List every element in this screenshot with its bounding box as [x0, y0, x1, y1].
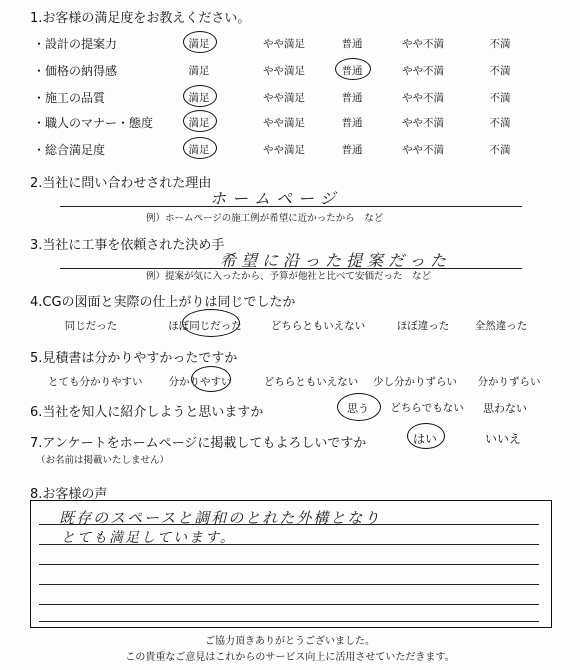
q1-option[interactable]: 不満 — [489, 65, 511, 77]
selection-circle — [191, 366, 231, 392]
q1-option[interactable]: やや不満 — [402, 38, 444, 50]
selection-circle — [183, 31, 217, 53]
q1-option[interactable]: 満足 — [188, 144, 210, 156]
q1-option[interactable]: やや不満 — [402, 144, 444, 156]
q1-option[interactable]: 不満 — [489, 144, 511, 156]
q1-row-label: ・価格の納得感 — [33, 64, 118, 78]
q1-option[interactable]: 満足 — [188, 117, 210, 129]
ruled-line — [39, 604, 539, 605]
q1-option[interactable]: やや満足 — [263, 65, 305, 77]
q1-option[interactable]: 満足 — [188, 92, 210, 104]
customer-voice-box — [30, 500, 552, 628]
footer-thanks: ご協力頂きありがとうございました。 — [205, 636, 375, 647]
q6-option[interactable]: 思う — [347, 402, 369, 415]
selection-circle — [183, 137, 217, 159]
q1-option[interactable]: やや不満 — [402, 65, 444, 77]
q2-handwritten-answer: ホームページ — [210, 189, 342, 208]
q1-row-label: ・職人のマナー・態度 — [33, 116, 154, 130]
q4-option[interactable]: ほぼ同じだった — [168, 320, 242, 332]
q1-option[interactable]: やや不満 — [402, 92, 444, 104]
q1-option[interactable]: やや満足 — [263, 117, 305, 129]
q3-handwritten-answer: 希望に沿った提案だった — [220, 251, 452, 270]
selection-circle — [335, 58, 371, 80]
selection-circle — [183, 85, 217, 107]
q1-option[interactable]: 普通 — [341, 65, 363, 77]
ruled-line — [39, 564, 539, 565]
q1-option[interactable]: やや満足 — [263, 92, 305, 104]
ruled-line — [39, 524, 539, 525]
q5-option[interactable]: どちらともいえない — [263, 376, 359, 388]
q1-option[interactable]: やや満足 — [263, 38, 305, 50]
q1-row-label: ・施工の品質 — [33, 91, 106, 105]
q1-option[interactable]: 普通 — [341, 38, 363, 50]
q1-option[interactable]: 普通 — [341, 92, 363, 104]
q1-option[interactable]: やや満足 — [263, 144, 305, 156]
q5-option[interactable]: 分かりずらい — [477, 376, 541, 388]
customer-voice-line: 既存のスペースと調和のとれた外構となり — [59, 509, 382, 527]
q1-option[interactable]: 満足 — [188, 38, 210, 50]
q4-option[interactable]: 全然違った — [474, 320, 528, 332]
q1-option[interactable]: 満足 — [188, 65, 210, 77]
q4-option[interactable]: どちらともいえない — [270, 320, 366, 332]
q1-row-label: ・設計の提案力 — [33, 37, 118, 51]
q1-option[interactable]: 普通 — [341, 117, 363, 129]
q3-example: 例）提案が気に入ったから、予算が他社と比べて安価だった など — [146, 271, 432, 282]
selection-circle — [407, 423, 445, 449]
q7-title: 7.アンケートをホームページに掲載してもよろしいですか — [30, 436, 367, 451]
q5-option[interactable]: 分かりやすい — [168, 376, 232, 388]
q1-title: 1.お客様の満足度をお教えください。 — [30, 11, 251, 26]
q1-option[interactable]: 不満 — [489, 38, 511, 50]
q1-row-label: ・総合満足度 — [33, 143, 106, 157]
ruled-line — [39, 621, 539, 622]
selection-circle — [183, 110, 217, 132]
q4-option[interactable]: 同じだった — [64, 320, 118, 332]
q7-option[interactable]: いいえ — [484, 432, 521, 446]
q7-note: （お名前は掲載いたしません） — [36, 455, 170, 466]
q1-option[interactable]: 普通 — [341, 144, 363, 156]
q2-answer-line — [60, 206, 522, 207]
customer-voice-line: とても満足しています。 — [61, 530, 236, 546]
q4-option[interactable]: ほぼ違った — [396, 320, 450, 332]
selection-circle — [182, 309, 240, 337]
q5-option[interactable]: 少し分かりずらい — [373, 376, 457, 388]
q3-title: 3.当社に工事を依頼された決め手 — [30, 238, 225, 253]
q2-example: 例）ホームページの施工例が希望に近かったから など — [146, 213, 384, 224]
q2-title: 2.当社に問い合わせされた理由 — [30, 176, 212, 191]
footer-note: この貴重なご意見はこれからのサービス向上に活用させていただきます。 — [125, 652, 455, 663]
q4-title: 4.CGの図面と実際の仕上がりは同じでしたか — [30, 295, 296, 310]
ruled-line — [39, 544, 539, 545]
q5-title: 5.見積書は分かりやすかったですか — [30, 351, 238, 366]
q6-title: 6.当社を知人に紹介しようと思いますか — [30, 405, 264, 420]
q5-option[interactable]: とても分かりやすい — [48, 376, 143, 388]
q1-option[interactable]: 不満 — [489, 117, 511, 129]
q7-option[interactable]: はい — [412, 432, 437, 446]
q6-option[interactable]: どちらでもない — [390, 402, 464, 414]
q6-option[interactable]: 思わない — [483, 402, 527, 415]
q1-option[interactable]: 不満 — [489, 92, 511, 104]
ruled-line — [39, 584, 539, 585]
q8-title: 8.お客様の声 — [30, 487, 108, 502]
q1-option[interactable]: やや不満 — [402, 117, 444, 129]
selection-circle — [337, 393, 381, 421]
